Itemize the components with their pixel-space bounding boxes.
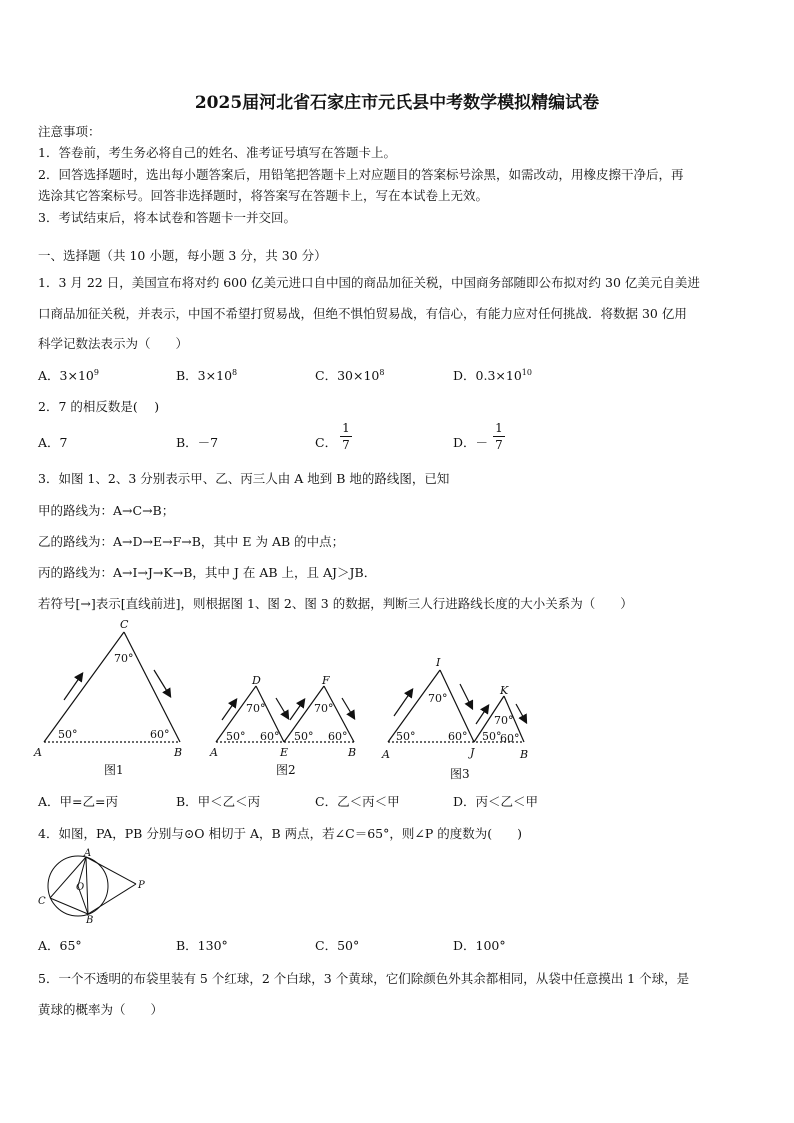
fig2-label-a: A <box>210 746 218 759</box>
q1-stem-line: 口商品加征关税，并表示，中国不希望打贸易战，但绝不惧怕贸易战，有信心，有能力应对任何挑战．将数据 30 亿用 <box>38 306 687 321</box>
svg-text:70°: 70° <box>246 702 266 715</box>
fig1-label-a: A <box>34 746 42 759</box>
fig2-label-b: B <box>348 746 357 759</box>
notice-item: 3．考试结束后，将本试卷和答题卡一并交回。 <box>38 210 296 225</box>
q4-label-a: A <box>84 848 92 859</box>
q3-option-b: B．甲＜乙＜丙 <box>176 794 261 809</box>
q4-figure <box>36 848 152 924</box>
q3-route-line: 甲的路线为：A→C→B； <box>38 503 175 518</box>
q4-tangent-pa <box>86 857 136 884</box>
q2-option-d: D．－ <box>453 435 489 450</box>
q4-option-d: D．100° <box>453 938 506 953</box>
svg-text:70°: 70° <box>494 714 514 727</box>
svg-text:70°: 70° <box>314 702 334 715</box>
fig2-label-d: D <box>252 674 261 687</box>
q4-label-b: B <box>86 915 94 924</box>
q3-option-c: C．乙＜丙＜甲 <box>315 794 400 809</box>
notice-item: 2．回答选择题时，选出每小题答案后，用铅笔把答题卡上对应题目的答案标号涂黑，如需改动，用橡皮擦干净后，再 <box>38 167 684 182</box>
q2-option-d-fraction: 1 7 <box>493 421 505 452</box>
q4-label-p: P <box>138 880 145 891</box>
q2-option-c-fraction: 1 7 <box>340 421 352 452</box>
section-heading: 一、选择题（共 10 小题，每小题 3 分，共 30 分） <box>38 248 327 263</box>
fig2-label-e: E <box>280 746 289 759</box>
notice-item: 选涂其它答案标号。回答非选择题时，将答案写在答题卡上，写在本试卷上无效。 <box>38 188 489 203</box>
q3-figures <box>30 612 550 784</box>
svg-text:50°: 50° <box>226 730 246 743</box>
q4-label-c: C <box>38 896 46 907</box>
fig3-label-i: I <box>436 656 441 669</box>
notice-item: 1．答卷前，考生务必将自己的姓名、准考证号填写在答题卡上。 <box>38 145 396 160</box>
q4-option-a: A．65° <box>38 938 82 953</box>
q1-stem-line: 科学记数法表示为（ ） <box>38 336 189 351</box>
fig1-caption: 图1 <box>104 763 124 777</box>
fig1-segment-ac <box>44 632 124 742</box>
q2-option-c: C． <box>315 435 338 450</box>
svg-text:50°: 50° <box>396 730 416 743</box>
svg-text:50°: 50° <box>294 730 314 743</box>
q2-option-b: B．－7 <box>176 435 219 450</box>
fig3-caption: 图3 <box>450 767 470 781</box>
q3-question-line: 若符号[→]表示[直线前进]，则根据图 1、图 2、图 3 的数据，判断三人行进路线长度的大小关系为（ ） <box>38 596 633 611</box>
fig3-label-j: J <box>470 746 475 759</box>
q3-option-a: A．甲=乙=丙 <box>38 794 118 809</box>
fig2-caption: 图2 <box>276 763 296 777</box>
q4-option-b: B．130° <box>176 938 228 953</box>
fig2-label-f: F <box>322 674 330 687</box>
q5-stem-line: 5．一个不透明的布袋里装有 5 个红球，2 个白球，3 个黄球，它们除颜色外其余都相同，从袋中任意摸出 1 个球，是 <box>38 971 690 986</box>
fig1-label-c: C <box>120 618 129 631</box>
q3-route-line: 乙的路线为：A→D→E→F→B，其中 E 为 AB 的中点； <box>38 534 345 549</box>
svg-text:60°: 60° <box>448 730 468 743</box>
fig1-angle-top: 70° <box>114 652 134 665</box>
notice-heading: 注意事项： <box>38 124 101 139</box>
fig3-label-a: A <box>382 748 390 761</box>
q3-stem-line: 3．如图 1、2、3 分别表示甲、乙、丙三人由 A 地到 B 地的路线图，已知 <box>38 471 450 486</box>
svg-text:60°: 60° <box>328 730 348 743</box>
svg-text:70°: 70° <box>428 692 448 705</box>
fig3-label-b: B <box>520 748 529 761</box>
q4-chord-ab <box>86 857 88 914</box>
fig1-angle-left: 50° <box>58 728 78 741</box>
page-title: 2025届河北省石家庄市元氏县中考数学模拟精编试卷 <box>194 93 600 113</box>
q4-stem: 4．如图，PA，PB 分别与⊙O 相切于 A，B 两点，若∠C＝65°，则∠P 的度数为( ) <box>38 826 522 841</box>
q1-stem-line: 1．3 月 22 日，美国宣布将对约 600 亿美元进口自中国的商品加征关税，中国商务部随即公布拟对约 30 亿美元自美进 <box>38 275 700 290</box>
q1-option-c: C．$30\times 10^8$ <box>315 367 385 383</box>
q4-label-o: O <box>76 882 85 893</box>
q1-option-b: B．$3\times 10^8$ <box>176 367 238 383</box>
q5-stem-line: 黄球的概率为（ ） <box>38 1002 164 1017</box>
svg-text:50°: 50° <box>482 730 502 743</box>
fig1-arrow-down <box>154 670 170 696</box>
svg-text:60°: 60° <box>500 732 520 745</box>
q1-option-d: D．$0.3\times 10^{10}$ <box>453 367 532 383</box>
fig1-arrow-up <box>64 674 82 700</box>
fig1-angle-right: 60° <box>150 728 170 741</box>
fig3-label-k: K <box>500 684 509 697</box>
q1-option-a: A．$3\times 10^9$ <box>38 367 99 383</box>
fig1-segment-cb <box>124 632 180 742</box>
q2-stem: 2．7 的相反数是( ) <box>38 399 160 414</box>
q4-option-c: C．50° <box>315 938 360 953</box>
q3-route-line: 丙的路线为：A→I→J→K→B，其中 J 在 AB 上，且 AJ＞JB． <box>38 565 377 580</box>
q4-tangent-pb <box>88 884 136 914</box>
fig1-label-b: B <box>174 746 183 759</box>
q3-option-d: D．丙＜乙＜甲 <box>453 794 539 809</box>
q2-option-a: A．7 <box>38 435 68 450</box>
svg-text:60°: 60° <box>260 730 280 743</box>
